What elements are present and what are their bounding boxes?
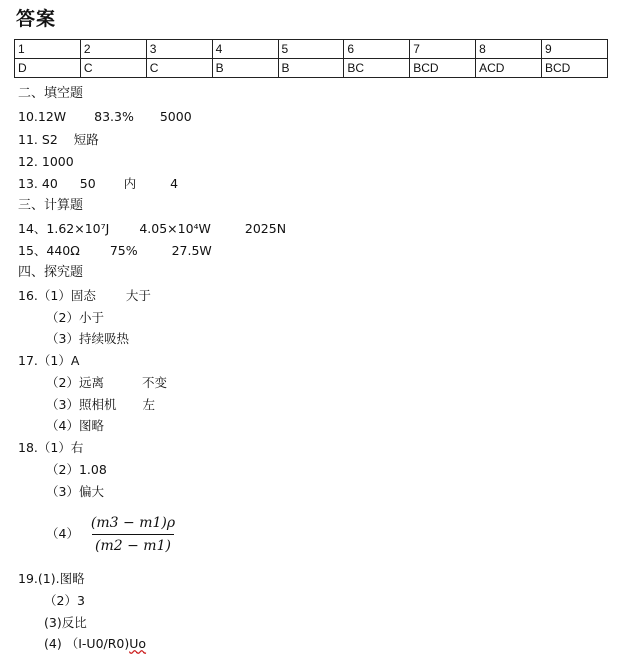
answer-line-12: [18, 152, 74, 172]
answer-line-18-3: [46, 482, 104, 502]
answer-line-11: [18, 130, 99, 150]
answer-value: 固态: [70, 288, 96, 303]
part-label: （3）: [46, 484, 79, 499]
answer-value: 小于: [78, 310, 104, 325]
answer-value: 左: [142, 397, 155, 412]
table-cell: ACD: [476, 59, 542, 78]
answer-value: 反比: [61, 615, 87, 630]
answer-line-14: [18, 219, 286, 239]
answer-value: 40: [41, 176, 58, 191]
part-label: （2）: [46, 375, 79, 390]
answer-value: 12W: [37, 109, 67, 124]
answer-line-17-2: [46, 373, 167, 393]
answer-value: 1.62×10⁷J: [46, 221, 110, 236]
answer-value: 内: [123, 176, 137, 191]
section-heading-calculation: 三、计算题: [18, 198, 84, 213]
table-cell: 6: [344, 40, 410, 59]
answer-value: 短路: [73, 132, 99, 147]
table-cell: 2: [80, 40, 146, 59]
section-heading-inquiry: 四、探究题: [18, 265, 84, 280]
table-cell: 9: [542, 40, 608, 59]
part-label: （2）: [46, 310, 79, 325]
question-number: 11.: [18, 132, 38, 147]
answer-line-19-1: [18, 569, 85, 589]
answer-value: 27.5W: [171, 243, 212, 258]
answer-value: 偏大: [78, 484, 104, 499]
question-number: 10.: [18, 109, 38, 124]
answer-line-17-4: [46, 416, 104, 436]
table-row-numbers: [15, 40, 608, 59]
answer-value: 远离: [78, 375, 104, 390]
answer-line-17-1: [18, 351, 79, 371]
answer-value: 2025N: [244, 221, 287, 236]
question-number: 14、: [18, 221, 47, 236]
answer-line-16-1: [18, 286, 151, 306]
table-cell: B: [278, 59, 344, 78]
part-label: （1）: [37, 440, 71, 455]
answer-line-16-3: [46, 329, 129, 349]
table-cell: BCD: [542, 59, 608, 78]
part-label: (1).: [37, 571, 60, 586]
question-number: 17.: [18, 353, 38, 368]
formula-denominator: (m2 − m1): [95, 538, 171, 554]
table-cell: 5: [278, 40, 344, 59]
answer-line-18-4: [46, 524, 79, 544]
answer-value: 不变: [141, 375, 167, 390]
answer-value: 1000: [41, 154, 74, 169]
answer-line-19-2: [44, 591, 85, 611]
table-cell: 4: [212, 40, 278, 59]
question-number: 13.: [18, 176, 38, 191]
part-label: （3）: [46, 331, 79, 346]
answer-value: 75%: [109, 243, 138, 258]
table-cell: BCD: [410, 59, 476, 78]
section-heading-fill-blank: 二、填空题: [18, 86, 84, 101]
answer-value: 4: [170, 176, 179, 191]
answer-line-19-4: [44, 634, 146, 654]
part-label: （1）: [37, 288, 71, 303]
formula-numerator: (m3 − m1)ρ: [90, 515, 176, 531]
question-number: 16.: [18, 288, 38, 303]
answer-value: 持续吸热: [78, 331, 129, 346]
question-number: 18.: [18, 440, 38, 455]
table-cell: C: [80, 59, 146, 78]
part-label: （4）: [46, 526, 79, 541]
answer-table: [14, 39, 608, 78]
answer-value: 右: [70, 440, 84, 455]
answer-value: 图略: [59, 571, 85, 586]
table-cell: 8: [476, 40, 542, 59]
answer-value: 大于: [125, 288, 151, 303]
answer-value: S2: [41, 132, 58, 147]
answer-value: （I-U0/R0): [65, 636, 130, 651]
part-label: (3): [44, 615, 62, 630]
table-cell: 7: [410, 40, 476, 59]
part-label: （2）: [46, 462, 79, 477]
answer-value: 50: [79, 176, 96, 191]
density-formula: [88, 512, 178, 557]
answer-line-10: [18, 107, 192, 127]
answer-value: A: [70, 353, 80, 368]
table-cell: C: [146, 59, 212, 78]
table-cell: 1: [15, 40, 81, 59]
question-number: 19.: [18, 571, 38, 586]
answer-value: 440Ω: [46, 243, 80, 258]
part-label: （1）: [37, 353, 71, 368]
table-cell: BC: [344, 59, 410, 78]
answer-value: 1.08: [78, 462, 107, 477]
answer-line-16-2: [46, 308, 104, 328]
answer-value: 照相机: [78, 397, 117, 412]
answer-value: 4.05×10⁴W: [139, 221, 211, 236]
answer-line-13: [18, 174, 178, 194]
answer-line-18-2: [46, 460, 107, 480]
question-number: 12.: [18, 154, 38, 169]
answer-value: 83.3%: [94, 109, 134, 124]
question-number: 15、: [18, 243, 47, 258]
answer-line-19-3: [44, 613, 87, 633]
page-title: 答案: [16, 8, 57, 30]
answer-value: Uo: [129, 636, 147, 651]
table-cell: B: [212, 59, 278, 78]
answer-line-17-3: [46, 395, 155, 415]
table-cell: D: [15, 59, 81, 78]
part-label: （2）: [44, 593, 77, 608]
part-label: （4）: [46, 418, 79, 433]
answer-line-18-1: [18, 438, 83, 458]
answer-value: 3: [76, 593, 85, 608]
part-label: （3）: [46, 397, 79, 412]
answer-value: 图略: [78, 418, 104, 433]
answer-value: 5000: [159, 109, 192, 124]
table-cell: 3: [146, 40, 212, 59]
table-row-answers: [15, 59, 608, 78]
part-label: (4): [44, 636, 62, 651]
answer-line-15: [18, 241, 212, 261]
